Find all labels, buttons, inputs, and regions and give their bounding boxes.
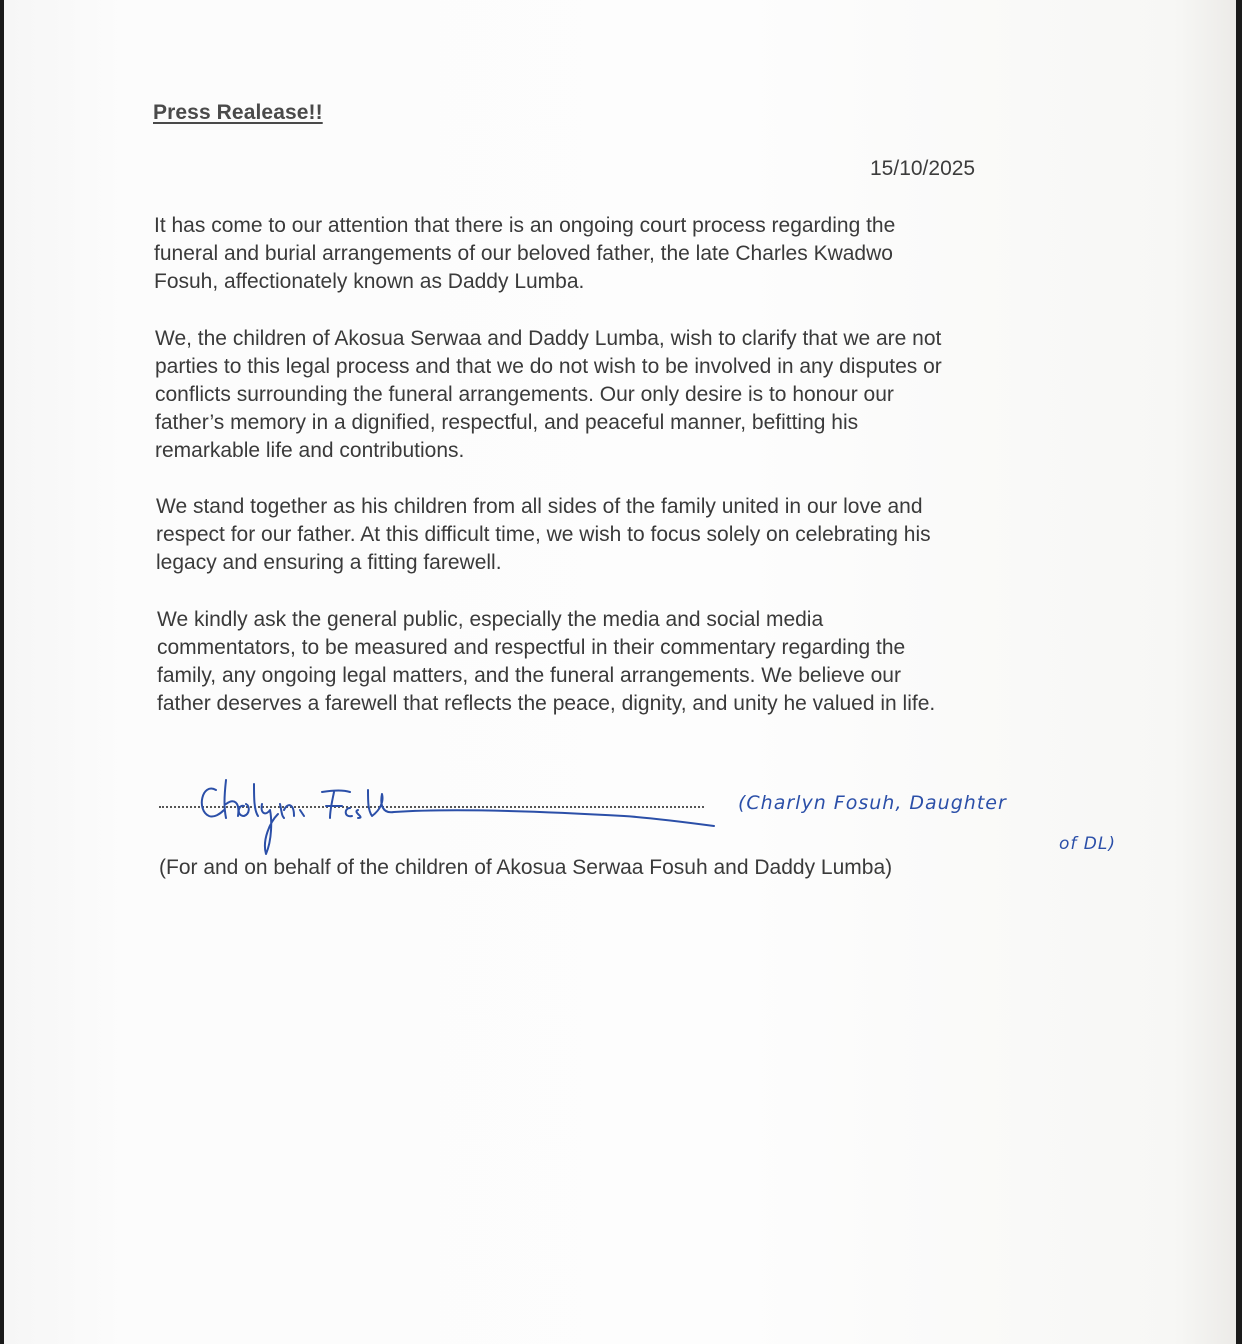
document-title: Press Realease!! (153, 101, 323, 124)
paragraph-clarification: We, the children of Akosua Serwaa and Daddy Lumba, wish to clarify that we are not parties to this legal process and that we do not wish to be involved in any disputes or conflicts surrounding the funeral arrangements. Our only desire is to honour our father’s memory in a dignified, respectful, and peaceful manner, befitting his remarkable life and contributions. (155, 327, 942, 462)
document-date: 15/10/2025 (870, 157, 976, 180)
signature-stroke (202, 780, 714, 854)
handwritten-note: (Charlyn Fosuh, Daughter (738, 792, 1007, 814)
document-page (4, 0, 1236, 1344)
paragraph-public-request: We kindly ask the general public, especially the media and social media commentators, to be measured and respectful in their commentary regarding the family, any ongoing legal matters, and the funeral arrangements. We believe our father deserves a farewell that reflects the peace, dignity, and unity he valued in life. (157, 608, 936, 715)
handwritten-note-continued: of DL) (1059, 834, 1116, 854)
paragraph-court-process: It has come to our attention that there is an ongoing court process regarding the funeral and burial arrangements of our beloved father, the late Charles Kwadwo Fosuh, affectionately known as Daddy Lumba. (154, 214, 896, 293)
on-behalf-line: (For and on behalf of the children of Akosua Serwaa Fosuh and Daddy Lumba) (159, 856, 893, 879)
paragraph-unity: We stand together as his children from all sides of the family united in our love and respect for our father. At this difficult time, we wish to focus solely on celebrating his legacy and ensuring a fitting farewell. (156, 495, 931, 574)
handwritten-signature (154, 770, 724, 860)
